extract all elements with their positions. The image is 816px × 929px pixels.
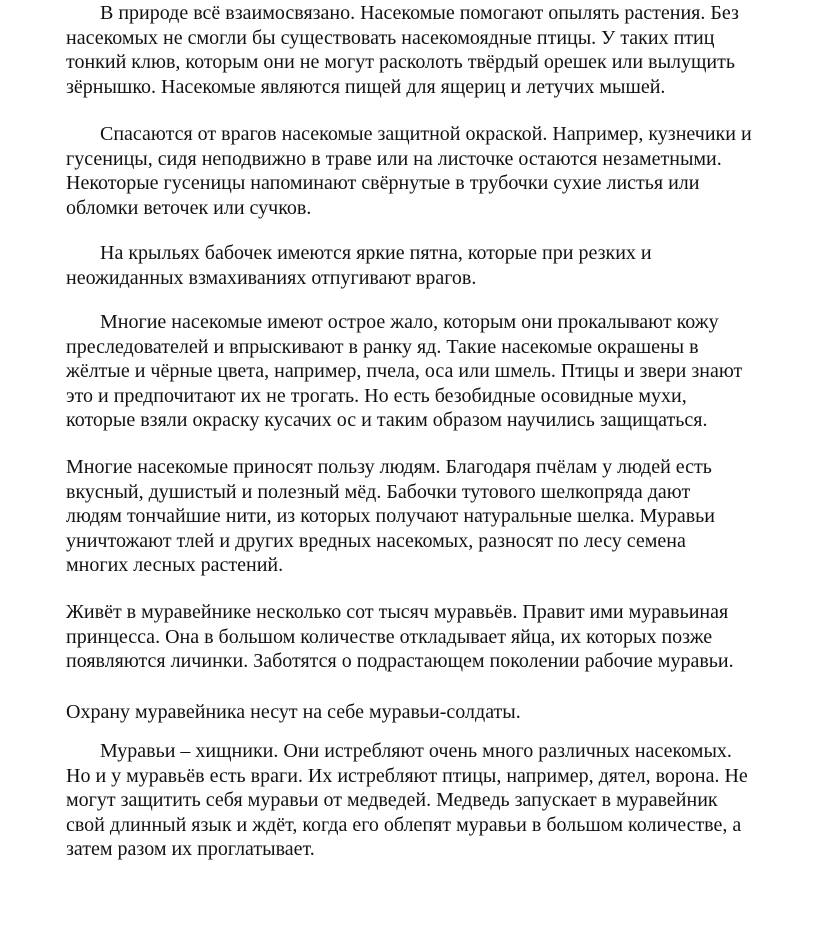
text-line: насекомых не смогли бы существовать насекомоядные птицы. У таких птиц (66, 26, 715, 49)
text-line: которые взяли окраску кусачих ос и таким образом научились защищаться. (66, 409, 708, 431)
text-line: затем разом их проглатывает. (66, 838, 315, 860)
paragraph-butterfly-spots (66, 241, 652, 290)
text-line: обломки веточек или сучков. (66, 196, 312, 219)
text-line: Многие насекомые имеют острое жало, которым они прокалывают кожу (100, 311, 719, 333)
text-line: жёлтые и чёрные цвета, например, пчела, оса или шмель. Птицы и звери знают (66, 360, 743, 382)
text-line: На крыльях бабочек имеются яркие пятна, которые при резких и (100, 242, 652, 264)
text-line: принцесса. Она в большом количестве откладывает яйца, их которых позже (66, 625, 713, 648)
paragraph-stinging-insects (66, 310, 742, 433)
text-line: гусеницы, сидя неподвижно в траве или на листочке остаются незаметными. (66, 147, 722, 170)
text-line: вкусный, душистый и полезный мёд. Бабочки тутового шелкопряда дают (66, 480, 691, 503)
text-line: В природе всё взаимосвязано. Насекомые помогают опылять растения. Без (100, 2, 739, 24)
text-line: многих лесных растений. (66, 554, 284, 576)
text-line: людям тончайшие нити, из которых получают натуральные шелка. Муравьи (66, 505, 716, 527)
paragraph-useful-insects (66, 455, 715, 578)
paragraph-soldier-ants (66, 700, 521, 725)
text-line: тонкий клюв, которым они не могут расколоть твёрдый орешек или вылущить (66, 51, 735, 73)
paragraph-protective-coloring (66, 122, 752, 220)
text-line: появляются личинки. Заботятся о подрастающем поколении рабочие муравьи. (66, 650, 734, 672)
text-line: зёрнышко. Насекомые являются пищей для ящериц и летучих мышей. (66, 75, 666, 98)
text-line: преследователей и впрыскивают в ранку яд. Такие насекомые окрашены в (66, 335, 699, 358)
text-line: могут защитить себя муравьи от медведей. Медведь запускает в муравейник (66, 789, 718, 811)
text-line: уничтожают тлей и других вредных насекомых, разносят по лесу семена (66, 529, 686, 552)
text-line: Спасаются от врагов насекомые защитной окраской. Например, кузнечики и (100, 123, 752, 145)
text-line: Охрану муравейника несут на себе муравьи-солдаты. (66, 701, 521, 723)
text-line: неожиданных взмахиваниях отпугивают врагов. (66, 266, 477, 289)
text-line: Некоторые гусеницы напоминают свёрнутые в трубочки сухие листья или (66, 172, 700, 194)
text-line: Муравьи – хищники. Они истребляют очень много различных насекомых. (100, 740, 732, 762)
text-line: Живёт в муравейнике несколько сот тысяч муравьёв. Правит ими муравьиная (66, 601, 729, 623)
paragraph-nature-interconnection (66, 1, 739, 99)
paragraph-ant-predators (66, 739, 748, 862)
text-line: Многие насекомые приносят пользу людям. Благодаря пчёлам у людей есть (66, 456, 712, 478)
text-line: это и предпочитают их не трогать. Но есть безобидные осовидные мухи, (66, 384, 687, 407)
text-line: свой длинный язык и ждёт, когда его облепят муравьи в большом количестве, а (66, 813, 742, 836)
paragraph-anthill (66, 600, 734, 674)
text-line: Но и у муравьёв есть враги. Их истребляют птицы, например, дятел, ворона. Не (66, 764, 748, 787)
